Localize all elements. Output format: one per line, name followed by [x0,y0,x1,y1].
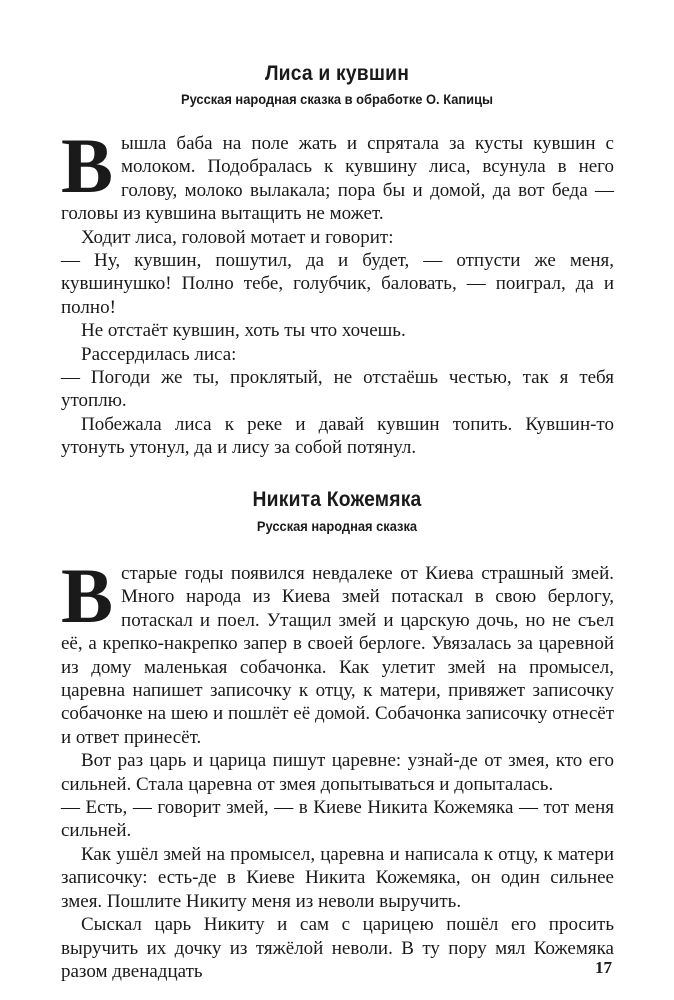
story1-subtitle: Русская народная сказка в обработке О. Капицы [180,91,494,107]
story1-dropcap: В [61,122,114,209]
story1-paragraph-3: — Ну, кувшин, пошутил, да и будет, — отпусти же меня, кувшинушко! Полно тебе, голубчик, баловать, — поиграл, да и полно! [61,250,614,318]
story2-paragraph-4: Как ушёл змей на промысел, царевна и написала к отцу, к матери записочку: есть-де в Киеве Никита Кожемяка, он один сильнее змея. Пошлите Никиту меня из неволи выручить. [61,843,614,912]
story1-paragraph-2: Ходит лиса, головой мотает и говорит: [81,226,394,248]
story1-paragraph-4: Не отстаёт кувшин, хоть ты что хочешь. [81,320,406,342]
story2-title: Никита Кожемяка [252,488,422,511]
story2-paragraph-1: Встарые годы появился невдалеке от Киева страшный змей. Много народа из Киева змей потаскал в свою берлогу, потаскал и поел. Утащил змей и царскую дочь, но не съел её, а крепко-накрепко запер в своей берлоге. Увязалась за царевной из дому маленькая собачонка. Как улетит змей на промысел, царевна напишет записочку к отцу, к матери, привяжет записочку собачонке на шею и пошлёт её домой. Собачонка записочку отнесёт и ответ принесёт. [61,552,614,748]
story1-paragraph-1: Вышла баба на поле жать и спрятала за кусты кувшин с молоком. Подобралась к кувшину лиса, всунула в него голову, молоко вылакала; пора бы и домой, да вот беда — головы из кувшина вытащить не может. [61,122,614,225]
story2-paragraph-2: Вот раз царь и царица пишут царевне: узнай-де от змея, кто его сильней. Стала царевна от змея допытываться и допыталась. [61,750,614,795]
story1-paragraph-6: — Погоди же ты, проклятый, не отстаёшь честью, так я тебя утоплю. [61,367,614,412]
story2-dropcap: В [61,552,114,639]
story2-text [61,552,614,983]
page-number: 17 [595,958,612,977]
story1-paragraph-7: Побежала лиса к реке и давай кувшин топить. Кувшин-то утонуть утонул, да и лису за собой потянул. [61,413,614,459]
story2-subtitle: Русская народная сказка [256,518,418,534]
story1-title: Лиса и кувшин [264,62,410,85]
story2-paragraph-3: — Есть, — говорит змей, — в Киеве Никита Кожемяка — тот меня сильней. [61,797,614,842]
story1-text [61,122,614,460]
story2-paragraph-5: Сыскал царь Никиту и сам с царицею пошёл его просить выручить их дочку из тяжёлой неволи. В ту пору мял Кожемяка разом двенадцать [61,914,614,982]
story1-paragraph-5: Рассердилась лиса: [81,343,237,365]
